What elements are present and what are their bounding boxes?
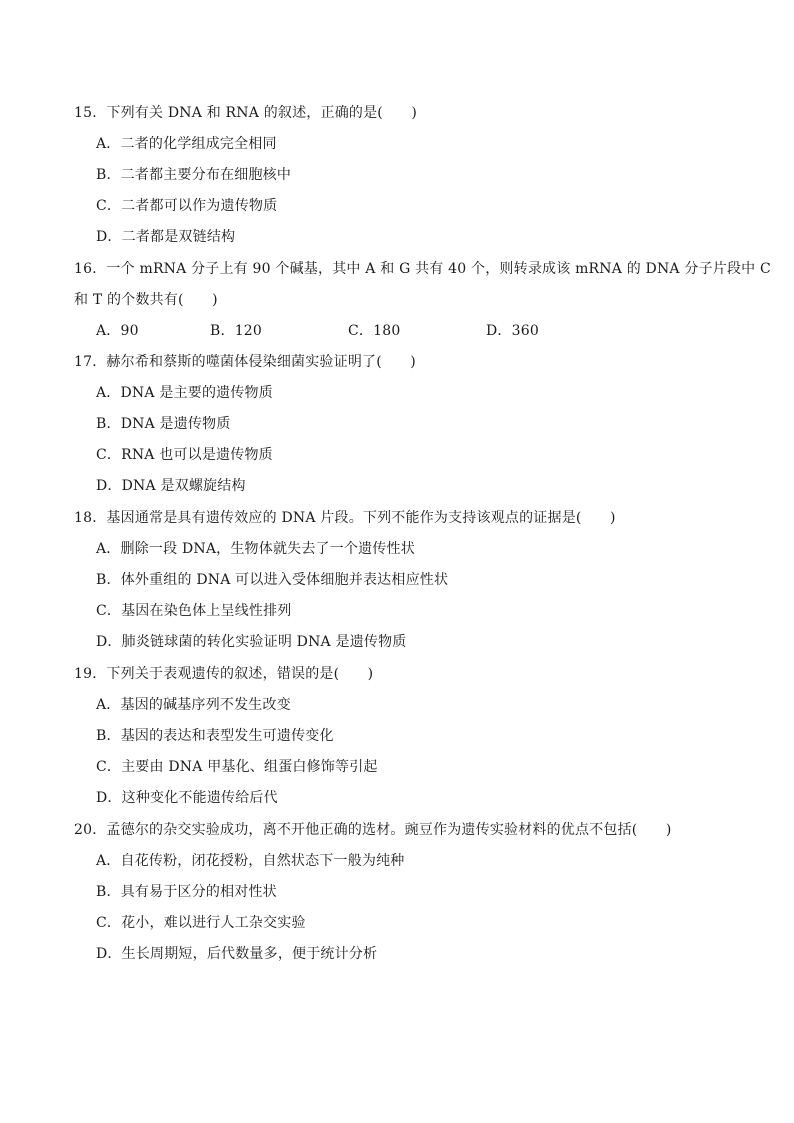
- question-15-option-b: B．二者都主要分布在细胞核中: [96, 167, 292, 183]
- question-18-option-b: B．体外重组的 DNA 可以进入受体细胞并表达相应性状: [96, 572, 449, 588]
- question-16-options-row: [96, 321, 736, 341]
- question-16-stem-line-1: 16．一个 mRNA 分子上有 90 个碱基，其中 A 和 G 共有 40 个，则转录成该 mRNA 的 DNA 分子片段中 C: [74, 261, 771, 277]
- question-15-option-c: C．二者都可以作为遗传物质: [96, 198, 278, 214]
- question-17-option-b: B．DNA 是遗传物质: [96, 416, 231, 432]
- question-18-stem: 18．基因通常是具有遗传效应的 DNA 片段。下列不能作为支持该观点的证据是( ): [74, 510, 616, 526]
- question-19-option-d: D．这种变化不能遗传给后代: [96, 790, 278, 806]
- question-18-option-d: D．肺炎链球菌的转化实验证明 DNA 是遗传物质: [96, 634, 407, 650]
- question-16-option-c: C．180: [348, 323, 401, 339]
- question-16-stem-line-2: 和 T 的个数共有( ): [74, 292, 218, 308]
- question-16-option-b: B．120: [210, 323, 263, 339]
- question-17-option-a: A．DNA 是主要的遗传物质: [96, 385, 273, 401]
- question-17-option-c: C．RNA 也可以是遗传物质: [96, 447, 273, 463]
- question-20-option-a: A．自花传粉，闭花授粉，自然状态下一般为纯种: [96, 853, 405, 869]
- question-19-option-a: A．基因的碱基序列不发生改变: [96, 697, 291, 713]
- question-18-option-a: A．删除一段 DNA，生物体就失去了一个遗传性状: [96, 541, 415, 557]
- question-17-stem: 17．赫尔希和蔡斯的噬菌体侵染细菌实验证明了( ): [74, 354, 416, 370]
- question-16-option-a: A．90: [96, 323, 139, 339]
- question-20-option-b: B．具有易于区分的相对性状: [96, 884, 277, 900]
- question-20-option-c: C．花小，难以进行人工杂交实验: [96, 915, 306, 931]
- question-19-option-c: C．主要由 DNA 甲基化、组蛋白修饰等引起: [96, 759, 378, 775]
- question-16-option-d: D．360: [486, 323, 539, 339]
- question-15-option-d: D．二者都是双链结构: [96, 229, 236, 245]
- question-17-option-d: D．DNA 是双螺旋结构: [96, 478, 246, 494]
- question-20-stem: 20．孟德尔的杂交实验成功，离不开他正确的选材。豌豆作为遗传实验材料的优点不包括( ): [74, 822, 672, 838]
- question-19-stem: 19．下列关于表观遗传的叙述，错误的是( ): [74, 666, 374, 682]
- question-15-stem: 15．下列有关 DNA 和 RNA 的叙述，正确的是( ): [74, 105, 418, 121]
- question-15-option-a: A．二者的化学组成完全相同: [96, 136, 277, 152]
- question-18-option-c: C．基因在染色体上呈线性排列: [96, 603, 292, 619]
- question-20-option-d: D．生长周期短，后代数量多，便于统计分析: [96, 946, 378, 962]
- question-19-option-b: B．基因的表达和表型发生可遗传变化: [96, 728, 334, 744]
